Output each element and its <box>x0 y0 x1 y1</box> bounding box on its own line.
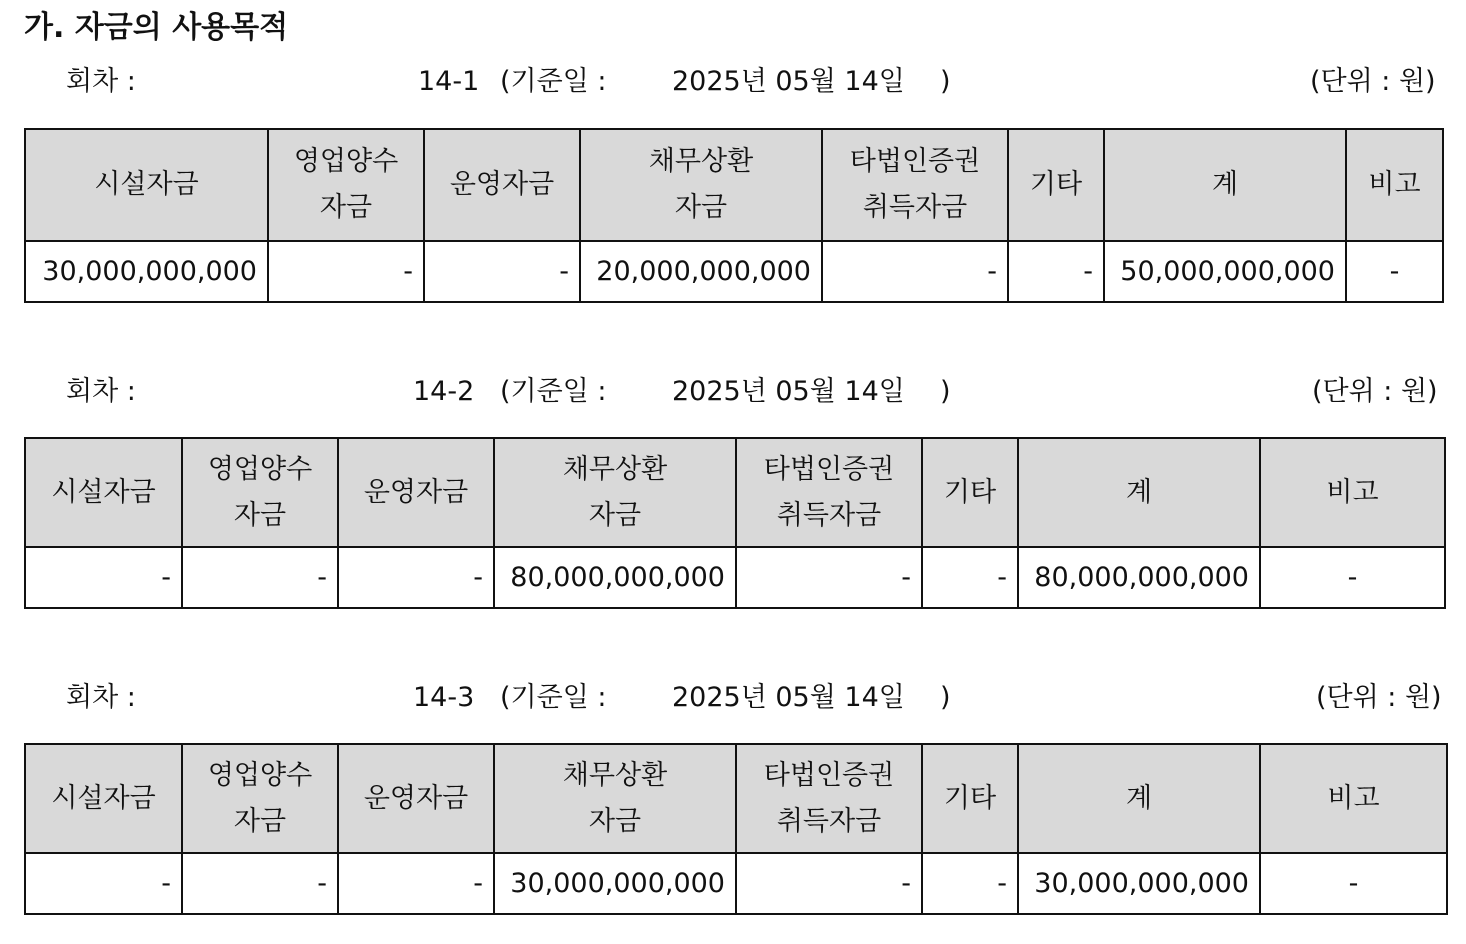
round-info-line <box>0 64 1466 100</box>
round-number: 14-3 <box>413 682 475 713</box>
cell-debt-repayment-funds: 30,000,000,000 <box>494 853 736 914</box>
base-date-close: ) <box>940 66 951 97</box>
header-operating-funds: 운영자금 <box>424 129 580 241</box>
round-label: 회차 : <box>66 376 136 407</box>
cell-other: - <box>1008 241 1104 302</box>
round-number: 14-2 <box>413 376 475 407</box>
base-date-label: (기준일 : <box>500 376 607 407</box>
unit-label: (단위 : 원) <box>1312 376 1438 407</box>
cell-operating-funds: - <box>338 547 494 608</box>
base-date-label: (기준일 : <box>500 682 607 713</box>
header-total: 계 <box>1018 744 1260 853</box>
table-row <box>25 547 1445 608</box>
base-date: 2025년 05월 14일 <box>672 682 905 713</box>
header-debt-repayment-funds: 채무상환 자금 <box>494 744 736 853</box>
header-facility-funds: 시설자금 <box>25 438 182 547</box>
base-date: 2025년 05월 14일 <box>672 376 905 407</box>
table-header-row <box>25 438 1445 547</box>
header-remark: 비고 <box>1260 744 1447 853</box>
table-header-row <box>25 129 1443 241</box>
base-date-close: ) <box>940 682 951 713</box>
round-label: 회차 : <box>66 682 136 713</box>
header-operating-funds: 운영자금 <box>338 744 494 853</box>
cell-facility-funds: - <box>25 853 182 914</box>
header-other: 기타 <box>922 744 1018 853</box>
cell-debt-repayment-funds: 20,000,000,000 <box>580 241 822 302</box>
cell-securities-acquisition-funds: - <box>736 853 922 914</box>
base-date: 2025년 05월 14일 <box>672 66 905 97</box>
header-business-acquisition-funds: 영업양수 자금 <box>182 438 338 547</box>
cell-total: 50,000,000,000 <box>1104 241 1346 302</box>
header-facility-funds: 시설자금 <box>25 129 268 241</box>
fund-usage-table <box>24 743 1448 915</box>
cell-facility-funds: - <box>25 547 182 608</box>
cell-securities-acquisition-funds: - <box>736 547 922 608</box>
round-info-line <box>0 374 1466 410</box>
table-row <box>25 241 1443 302</box>
fund-usage-table <box>24 437 1446 609</box>
cell-securities-acquisition-funds: - <box>822 241 1008 302</box>
cell-operating-funds: - <box>424 241 580 302</box>
cell-remark: - <box>1260 547 1445 608</box>
cell-operating-funds: - <box>338 853 494 914</box>
cell-total: 80,000,000,000 <box>1018 547 1260 608</box>
header-business-acquisition-funds: 영업양수 자금 <box>268 129 424 241</box>
table-header-row <box>25 744 1447 853</box>
page-title: 가. 자금의 사용목적 <box>24 10 289 45</box>
header-business-acquisition-funds: 영업양수 자금 <box>182 744 338 853</box>
cell-remark: - <box>1260 853 1447 914</box>
round-label: 회차 : <box>66 66 136 97</box>
header-securities-acquisition-funds: 타법인증권 취득자금 <box>736 744 922 853</box>
header-debt-repayment-funds: 채무상환 자금 <box>494 438 736 547</box>
cell-remark: - <box>1346 241 1443 302</box>
cell-other: - <box>922 853 1018 914</box>
cell-business-acquisition-funds: - <box>182 853 338 914</box>
header-operating-funds: 운영자금 <box>338 438 494 547</box>
fund-usage-table <box>24 128 1444 303</box>
header-debt-repayment-funds: 채무상환 자금 <box>580 129 822 241</box>
table-row <box>25 853 1447 914</box>
unit-label: (단위 : 원) <box>1316 682 1442 713</box>
header-other: 기타 <box>1008 129 1104 241</box>
unit-label: (단위 : 원) <box>1310 66 1436 97</box>
cell-business-acquisition-funds: - <box>182 547 338 608</box>
header-facility-funds: 시설자금 <box>25 744 182 853</box>
cell-total: 30,000,000,000 <box>1018 853 1260 914</box>
round-info-line <box>0 680 1466 716</box>
base-date-label: (기준일 : <box>500 66 607 97</box>
header-remark: 비고 <box>1260 438 1445 547</box>
cell-facility-funds: 30,000,000,000 <box>25 241 268 302</box>
header-securities-acquisition-funds: 타법인증권 취득자금 <box>736 438 922 547</box>
cell-other: - <box>922 547 1018 608</box>
header-remark: 비고 <box>1346 129 1443 241</box>
round-number: 14-1 <box>418 66 480 97</box>
header-total: 계 <box>1018 438 1260 547</box>
header-other: 기타 <box>922 438 1018 547</box>
cell-business-acquisition-funds: - <box>268 241 424 302</box>
base-date-close: ) <box>940 376 951 407</box>
header-securities-acquisition-funds: 타법인증권 취득자금 <box>822 129 1008 241</box>
header-total: 계 <box>1104 129 1346 241</box>
cell-debt-repayment-funds: 80,000,000,000 <box>494 547 736 608</box>
